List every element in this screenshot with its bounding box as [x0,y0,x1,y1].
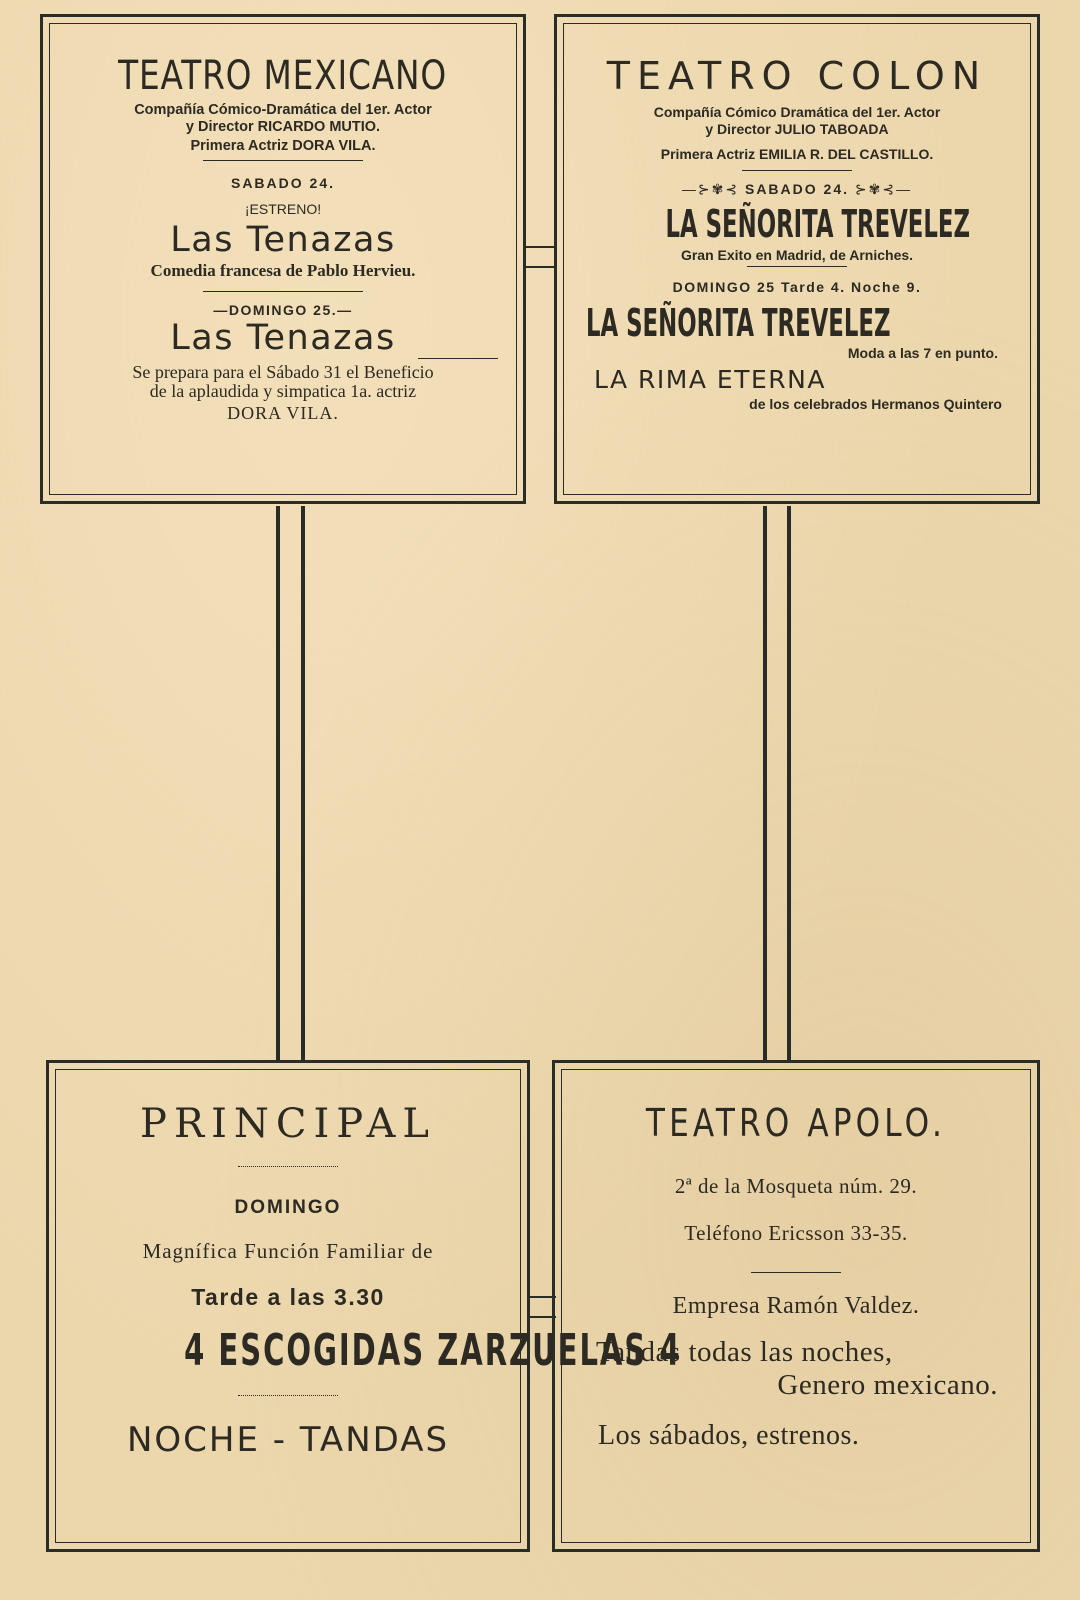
teatro-principal-ad [46,1060,682,1552]
moda-note: Moda a las 7 en punto. [847,345,998,361]
top-bridge-line-a [524,246,554,248]
teatro-mexicano-title: TEATRO MEXICANO [118,53,448,99]
divider [203,291,363,292]
top-bridge-line-b [524,266,554,268]
divider [747,266,847,267]
benefit-line-1: Se prepara para el Sábado 31 el Beneficio [132,362,434,382]
ornament-left-icon: —⊱✾⊰ [681,181,745,197]
benefit-line-3: DORA VILA. [227,403,339,423]
right-connector-bar-a [763,506,767,1061]
play-description: Comedia francesa de Pablo Hervieu. [150,261,416,280]
play-title-senorita-trevelez-sunday: LA SEÑORITA TREVELEZ [586,301,891,345]
estrenos-line: Los sábados, estrenos. [598,1420,860,1451]
right-connector-bar-b [787,506,791,1061]
phone-line: Teléfono Ericsson 33-35. [684,1221,908,1245]
function-description: Magnífica Función Familiar de [142,1239,434,1263]
tandas-line-1: Tandas todas las noches, [596,1336,893,1368]
play-description-quintero: de los celebrados Hermanos Quintero [749,396,1002,412]
benefit-line-2: de la aplaudida y simpatica 1a. actriz [149,381,417,401]
teatro-mexicano-ad [40,14,526,504]
play-title-senorita-trevelez: LA SEÑORITA TREVELEZ [665,202,971,246]
sunday-label: DOMINGO [234,1197,342,1218]
director-line: y Director RICARDO MUTIO. [185,119,381,135]
tandas-line-2: Genero mexicano. [777,1369,998,1401]
company-line: Compañía Cómico Dramática del 1er. Actor [653,104,941,120]
zarzuelas-headline: 4 ESCOGIDAS ZARZUELAS 4 [184,1325,682,1376]
divider [203,160,363,161]
saturday-label: SABADO 24. [744,181,850,197]
ornament-right-icon: ⊱✾⊰— [849,181,913,197]
empresa-line: Empresa Ramón Valdez. [672,1293,920,1319]
sunday-label: —DOMINGO 25.— [213,302,353,318]
divider [742,170,852,171]
play-description: Gran Exito en Madrid, de Arniches. [680,247,914,263]
director-line: y Director JULIO TABOADA [705,121,889,137]
teatro-colon-ad [554,14,1040,504]
sunday-label: DOMINGO 25 Tarde 4. Noche 9. [672,279,922,295]
address-line: 2ª de la Mosqueta núm. 29. [674,1174,918,1198]
play-title-las-tenazas: Las Tenazas [170,220,396,260]
play-title-las-tenazas-sunday: Las Tenazas [170,318,396,358]
divider [751,1272,841,1273]
actress-line: Primera Actriz DORA VILA. [190,138,376,154]
estreno-label: ¡ESTRENO! [244,201,322,217]
dotted-divider [238,1395,338,1396]
afternoon-time: Tarde a las 3.30 [191,1284,385,1310]
play-title-rima-eterna: LA RIMA ETERNA [594,365,826,394]
teatro-apolo-ad [552,1060,1040,1552]
actress-line: Primera Actriz EMILIA R. DEL CASTILLO. [660,146,934,162]
company-line: Compañía Cómico-Dramática del 1er. Actor [134,102,432,118]
night-tandas: NOCHE - TANDAS [126,1420,450,1460]
saturday-label: SABADO 24. [230,175,336,191]
teatro-apolo-title: TEATRO APOLO. [645,1101,947,1145]
left-connector-bar-a [276,506,280,1061]
teatro-colon-title: TEATRO COLON [606,54,988,98]
divider [418,358,498,359]
principal-title: PRINCIPAL [140,1101,436,1147]
left-connector-bar-b [301,506,305,1061]
dotted-divider [238,1166,338,1167]
